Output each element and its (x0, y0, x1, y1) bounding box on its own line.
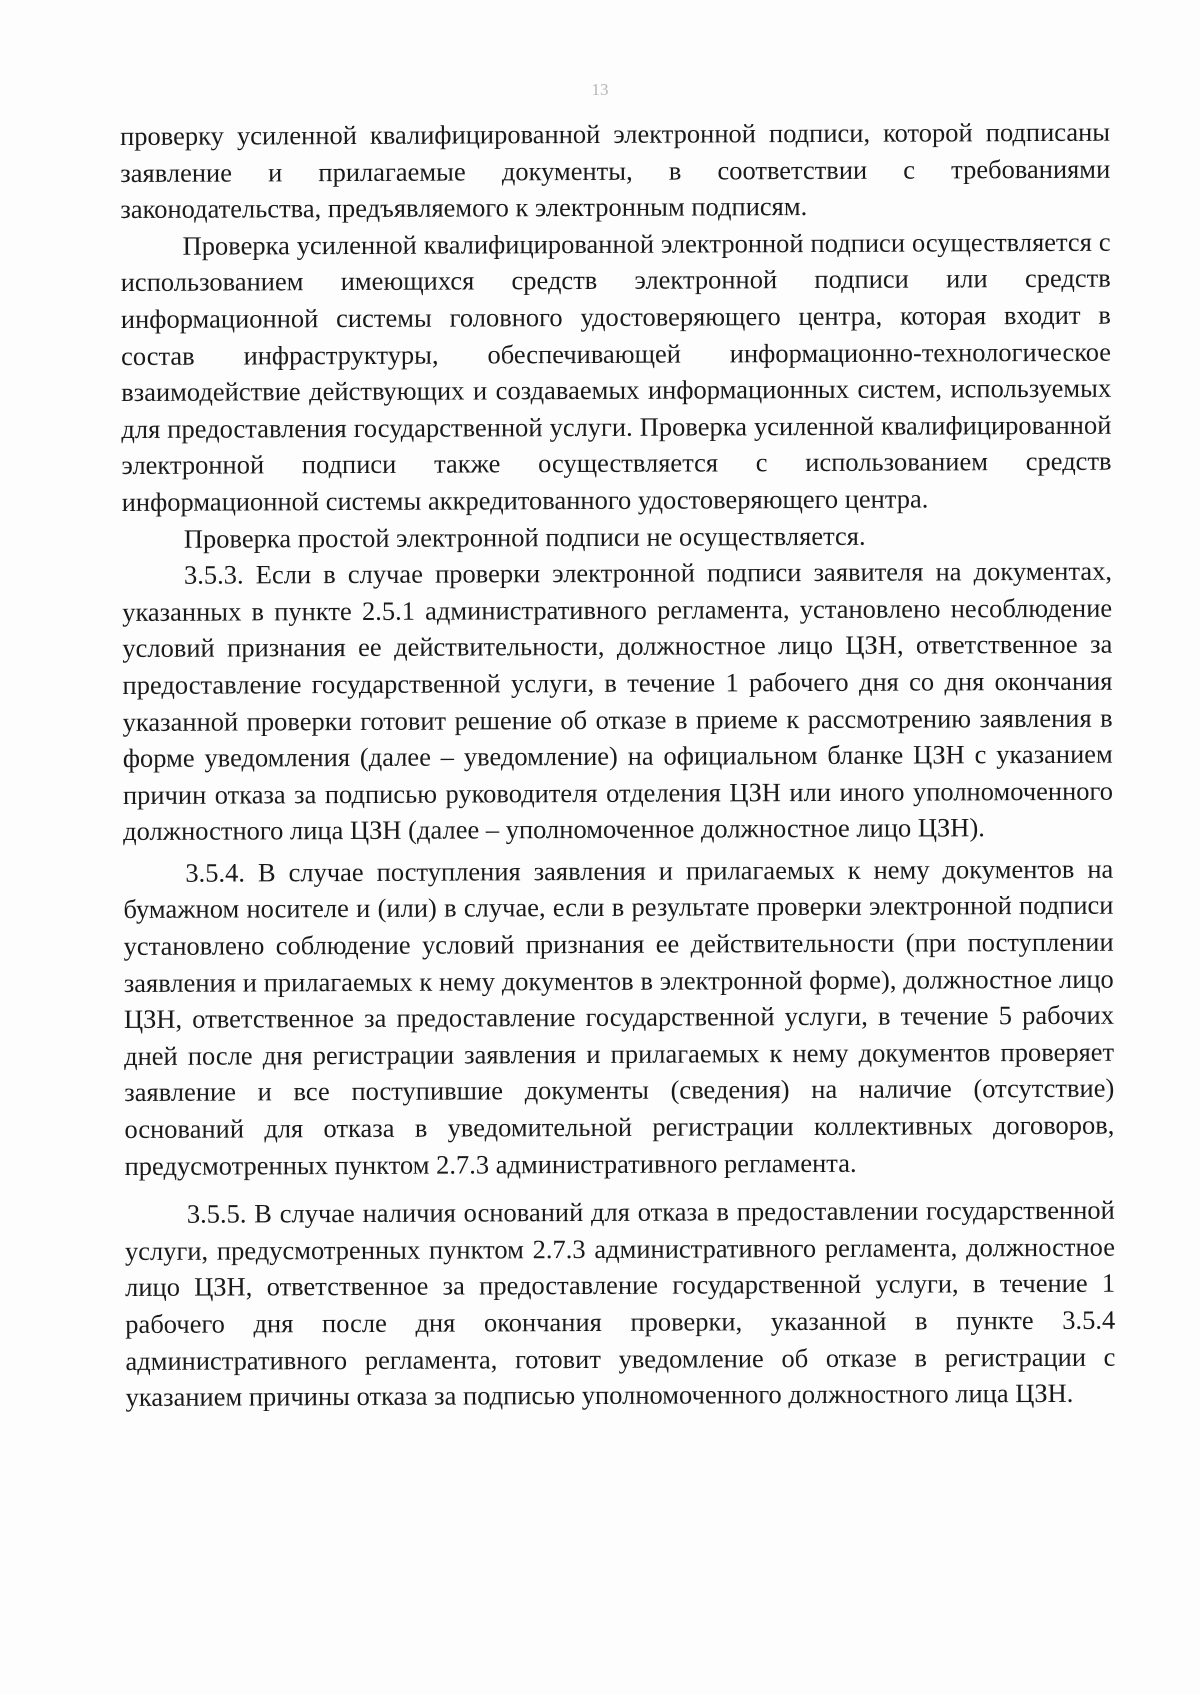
paragraph-signature-check-continuation: проверку усиленной квалифицированной электронной подписи, которой подписаны заявление и прилагаемые документы, в соответствии с требованиями законодательства, предъявляемого к электронным подписям. (120, 116, 1111, 225)
paragraph-3-5-4: 3.5.4. В случае поступления заявления и прилагаемых к нему документов на бумажном носителе и (или) в случае, если в результате проверки электронной подписи установлено соблюдение условий признания ее действительности (при поступлении заявления и прилагаемых к нему документов в электронной форме), должностное лицо ЦЗН, ответственное за предоставление государственной услуги, в течение 5 рабочих дней после дня регистрации заявления и прилагаемых к нему документов проверяет заявление и все поступившие документы (сведения) на наличие (отсутствие) оснований для отказа в уведомительной регистрации коллективных договоров, предусмотренных пунктом 2.7.3 административного регламента. (123, 853, 1115, 1181)
document-body (120, 114, 1116, 1416)
page-number: 13 (591, 80, 609, 99)
paragraph-3-5-5: 3.5.5. В случае наличия оснований для отказа в предоставлении государственной услуги, предусмотренных пунктом 2.7.3 административного регламента, должностное лицо ЦЗН, ответственное за предоставление государственной услуги, в течение 1 рабочего дня после дня окончания проверки, указанной в пункте 3.5.4 административного регламента, готовит уведомление об отказе в регистрации с указанием причины отказа за подписью уполномоченного должностного лица ЦЗН. (124, 1194, 1116, 1413)
paragraph-qualified-signature-check: Проверка усиленной квалифицированной электронной подписи осуществляется с использованием имеющихся средств электронной подписи или средств информационной системы головного удостоверяющего центра, которая входит в состав инфраструктуры, обеспечивающей информационно-технологическое взаимодействие действующих и создаваемых информационных систем, используемых для предоставления государственной услуги. Проверка усиленной квалифицированной электронной подписи также осуществляется с использованием средств информационной системы аккредитованного удостоверяющего центра. (120, 226, 1112, 517)
paragraph-3-5-3: 3.5.3. Если в случае проверки электронной подписи заявителя на документах, указанных в пункте 2.5.1 административного регламента, установлено несоблюдение условий признания ее действительности, должностное лицо ЦЗН, ответственное за предоставление государственной услуги, в течение 1 рабочего дня со дня окончания указанной проверки готовит решение об отказе в приеме к рассмотрению заявления в форме уведомления (далее – уведомление) на официальном бланке ЦЗН с указанием причин отказа за подписью руководителя отделения ЦЗН или иного уполномоченного должностного лица ЦЗН (далее – уполномоченное должностное лицо ЦЗН). (122, 555, 1114, 847)
paragraph-simple-signature-check: Проверка простой электронной подписи не осуществляется. (183, 520, 866, 554)
